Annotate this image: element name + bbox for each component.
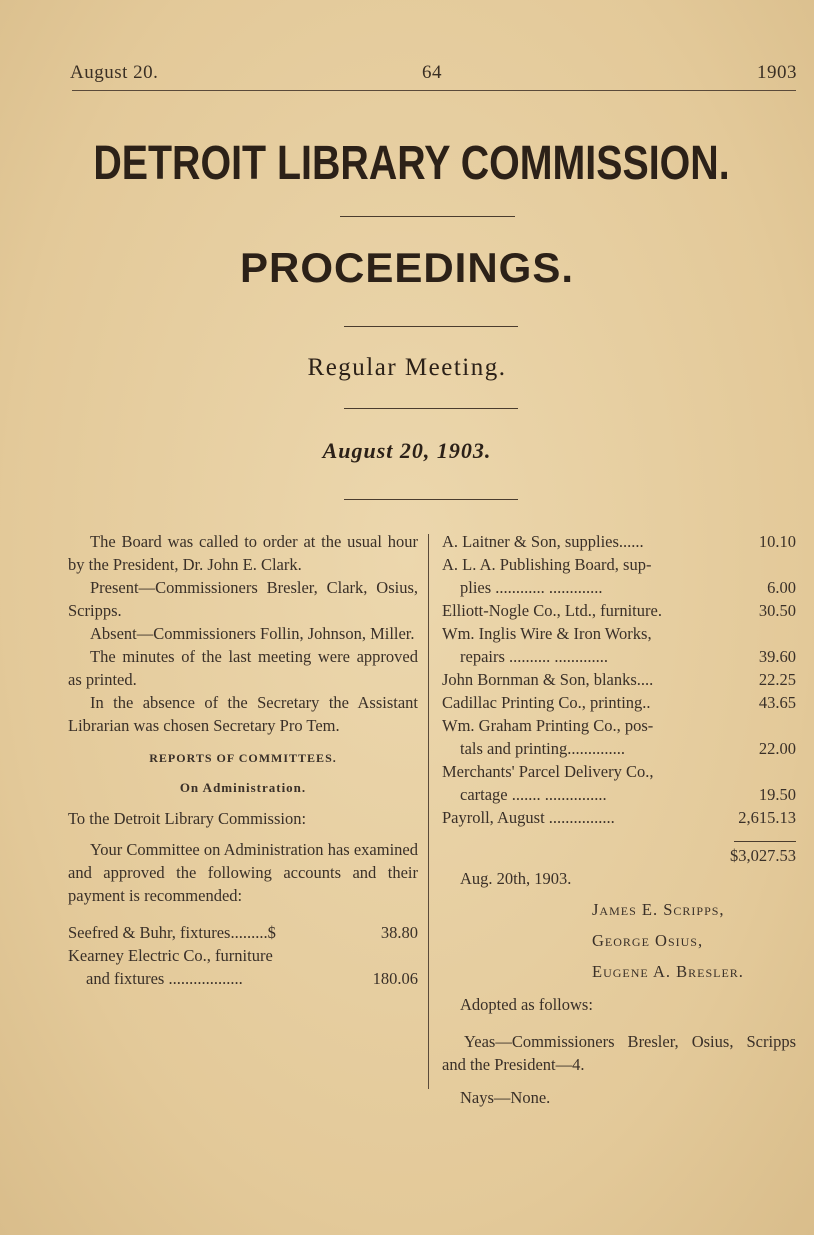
account-label: John Bornman & Son, blanks.... xyxy=(442,670,654,689)
title-rule xyxy=(340,216,515,217)
report-date: Aug. 20th, 1903. xyxy=(460,869,572,888)
account-amount: 19.50 xyxy=(758,785,796,804)
account-label: Merchants' Parcel Delivery Co., xyxy=(442,762,654,781)
call-to-order: The Board was called to order at the usual hour by the President, Dr. John E. Clark. xyxy=(68,532,418,574)
committee-report: Your Committee on Administration has examined and approved the following accounts and their payment is recommended: xyxy=(68,840,418,905)
account-item xyxy=(442,806,796,829)
account-amount: 2,615.13 xyxy=(738,808,796,827)
account-label: Seefred & Buhr, fixtures.........$ xyxy=(68,923,276,942)
accounts-total: $3,027.53 xyxy=(730,846,796,865)
account-item xyxy=(442,599,796,622)
minutes-note: The minutes of the last meeting were approved as printed. xyxy=(68,647,418,689)
nays-line: Nays—None. xyxy=(460,1088,551,1107)
account-label: Wm. Graham Printing Co., pos- xyxy=(442,716,654,735)
account-amount: 180.06 xyxy=(372,969,418,988)
account-item xyxy=(442,737,796,760)
account-item xyxy=(442,783,796,806)
signature: George Osius, xyxy=(592,931,704,950)
account-label: tals and printing.............. xyxy=(460,739,625,758)
account-label: Kearney Electric Co., furniture xyxy=(68,946,273,965)
right-column xyxy=(442,530,796,1109)
account-item xyxy=(442,668,796,691)
account-label: repairs .......... ............. xyxy=(460,647,609,666)
header-year: 1903 xyxy=(757,62,797,83)
account-amount: 39.60 xyxy=(758,647,796,666)
column-divider xyxy=(428,534,429,1089)
account-label: plies ............ ............. xyxy=(460,578,603,597)
account-amount: 10.10 xyxy=(758,532,796,551)
meeting-date: August 20, 1903. xyxy=(322,438,492,463)
page-title: DETROIT LIBRARY COMMISSION. xyxy=(93,137,730,190)
account-item xyxy=(442,645,796,668)
account-label: A. L. A. Publishing Board, sup- xyxy=(442,555,652,574)
yeas-line: Yeas—Commissioners Bresler, Osius, Scripps and the President—4. xyxy=(442,1032,796,1074)
account-label: Cadillac Printing Co., printing.. xyxy=(442,693,651,712)
account-amount: 38.80 xyxy=(380,923,418,942)
absent-list: Absent—Commissioners Follin, Johnson, Miller. xyxy=(90,624,415,643)
meeting-heading: Regular Meeting. xyxy=(307,354,507,381)
signature: Eugene A. Bresler. xyxy=(592,962,744,981)
address-line: To the Detroit Library Commission: xyxy=(68,809,307,828)
total-rule xyxy=(734,841,796,842)
account-amount: 22.00 xyxy=(758,739,796,758)
header-date: August 20. xyxy=(70,62,159,83)
account-label: cartage ....... ............... xyxy=(460,785,607,804)
account-item xyxy=(442,691,796,714)
account-amount: 43.65 xyxy=(758,693,796,712)
header-rule xyxy=(72,90,796,91)
account-item xyxy=(68,921,418,944)
account-amount: 22.25 xyxy=(758,670,796,689)
reports-heading: REPORTS OF COMMITTEES. xyxy=(149,751,337,765)
account-label: Elliott-Nogle Co., Ltd., furniture. xyxy=(442,601,662,620)
account-label: Wm. Inglis Wire & Iron Works, xyxy=(442,624,652,643)
secretary-note: In the absence of the Secretary the Assistant Librarian was chosen Secretary Pro Tem. xyxy=(68,693,418,735)
account-label: Payroll, August ................ xyxy=(442,808,615,827)
account-label: and fixtures .................. xyxy=(86,969,243,988)
proceedings-rule xyxy=(344,326,518,327)
left-column xyxy=(68,530,418,990)
signature: James E. Scripps, xyxy=(592,900,725,919)
account-label: A. Laitner & Son, supplies...... xyxy=(442,532,644,551)
account-item xyxy=(442,576,796,599)
account-amount: 30.50 xyxy=(758,601,796,620)
date-rule xyxy=(344,499,518,500)
adopted-line: Adopted as follows: xyxy=(460,995,593,1014)
proceedings-heading: PROCEEDINGS. xyxy=(239,244,575,291)
administration-heading: On Administration. xyxy=(179,780,307,795)
present-list: Present—Commissioners Bresler, Clark, Osius, Scripps. xyxy=(68,578,418,620)
meeting-rule xyxy=(344,408,518,409)
account-item xyxy=(68,967,418,990)
account-amount: 6.00 xyxy=(767,578,796,597)
page-number: 64 xyxy=(422,62,442,83)
account-item xyxy=(442,530,796,553)
